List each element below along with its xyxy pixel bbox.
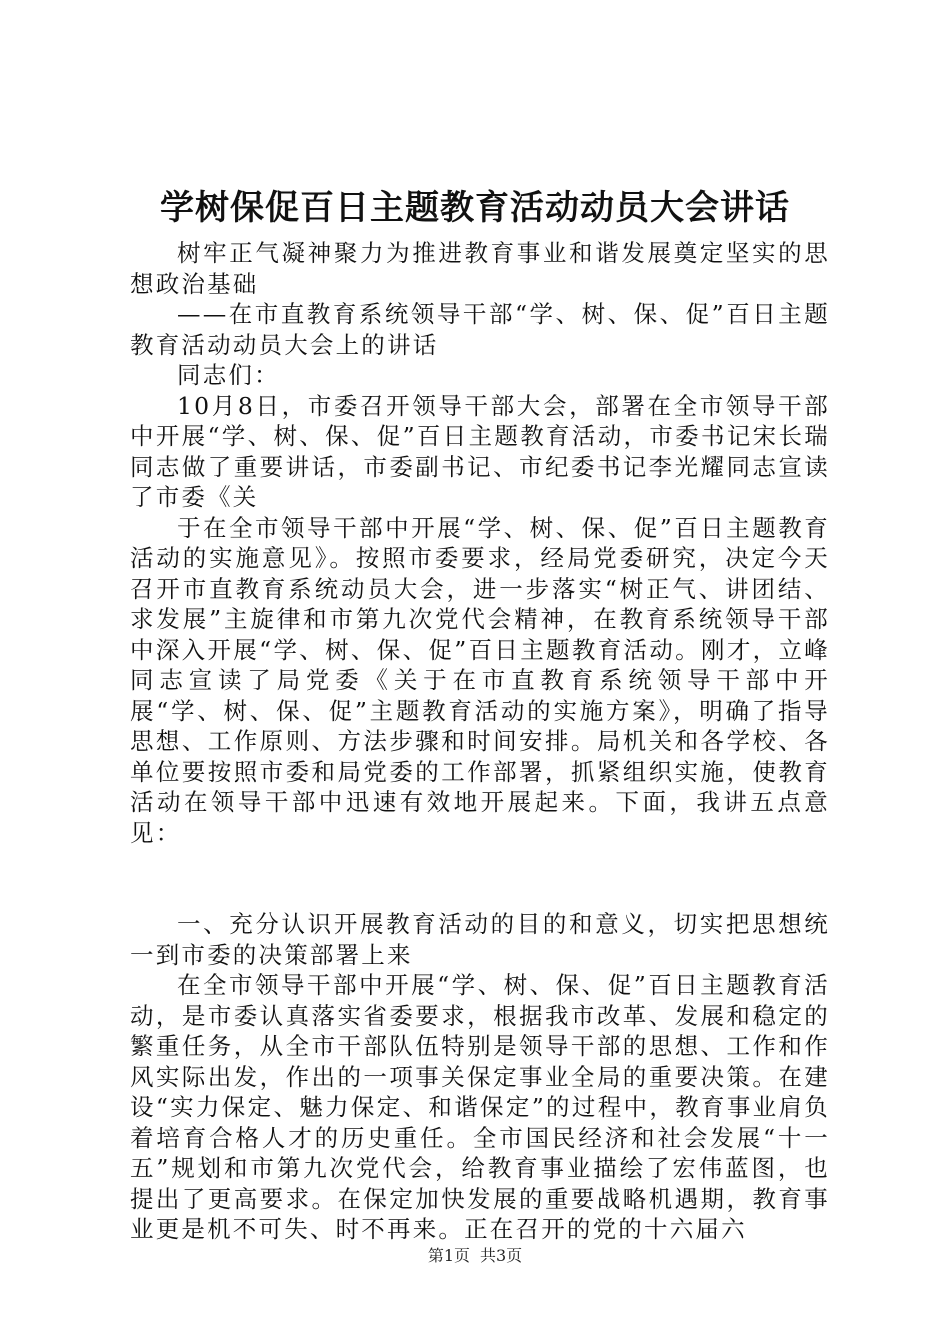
- section-heading: 一、充分认识开展教育活动的目的和意义，切实把思想统一到市委的决策部署上来: [130, 910, 830, 969]
- body-paragraph-2: 于在全市领导干部中开展“学、树、保、促”百日主题教育活动的实施意见》。按照市委要求，经局党委研究，决定今天召开市直教育系统动员大会，进一步落实“树正气、讲团结、求发展”主旋律和市第九次党代会精神，在教育系统领导干部中深入开展“学、树、保、促”百日主题教育活动。刚才，立峰同志宣读了局党委《关于在市直教育系统领导干部中开展“学、树、保、促”主题教育活动的实施方案》，明确了指导思想、工作原则、方法步骤和时间安排。局机关和各学校、各单位要按照市委和局党委的工作部署，抓紧组织实施，使教育活动在领导干部中迅速有效地开展起来。下面，我讲五点意见：: [130, 513, 830, 847]
- page-footer: [0, 1244, 950, 1268]
- salutation: 同志们：: [177, 361, 280, 389]
- blank-line: [130, 848, 830, 909]
- document-body: [130, 238, 830, 1245]
- subtitle-paragraph: 树牢正气凝神聚力为推进教育事业和谐发展奠定坚实的思想政治基础: [130, 239, 830, 298]
- subtitle-attribution: ——在市直教育系统领导干部“学、树、保、促”百日主题教育活动动员大会上的讲话: [130, 300, 830, 359]
- body-paragraph-1: 10月8日，市委召开领导干部大会，部署在全市领导干部中开展“学、树、保、促”百日主题教育活动，市委书记宋长瑞同志做了重要讲话，市委副书记、市纪委书记李光耀同志宣读了市委《关: [130, 391, 830, 511]
- page-number-current: 第1页: [427, 1246, 470, 1265]
- page-number-total: 共3页: [480, 1246, 523, 1265]
- document-title: 学树保促百日主题教育活动动员大会讲话: [160, 188, 790, 228]
- section-paragraph: 在全市领导干部中开展“学、树、保、促”百日主题教育活动，是市委认真落实省委要求，根据我市改革、发展和稳定的繁重任务，从全市干部队伍特别是领导干部的思想、工作和作风实际出发，作出的一项事关保定事业全局的重要决策。在建设“实力保定、魅力保定、和谐保定”的过程中，教育事业肩负着培育合格人才的历史重任。全市国民经济和社会发展“十一五”规划和市第九次党代会，给教育事业描绘了宏伟蓝图，也提出了更高要求。在保定加快发展的重要战略机遇期，教育事业更是机不可失、时不再来。正在召开的党的十六届六: [130, 971, 830, 1243]
